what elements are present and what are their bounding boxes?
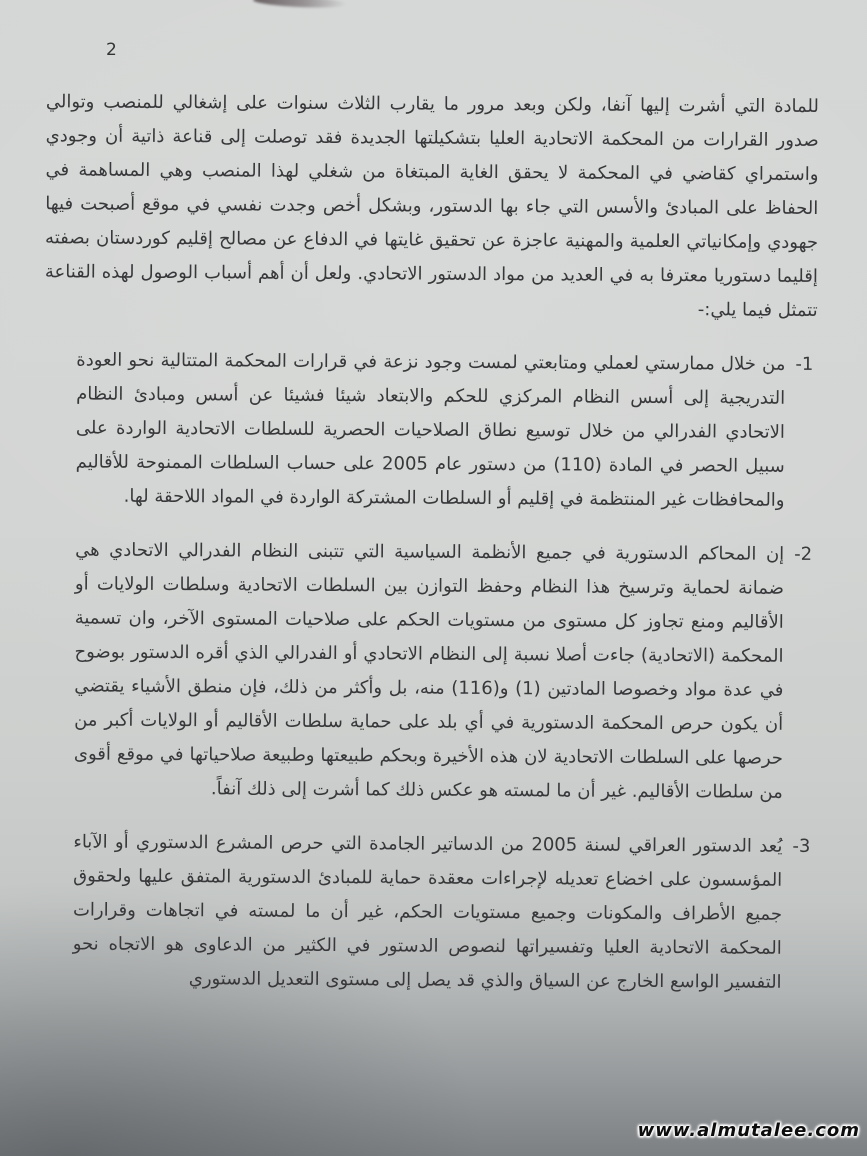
list-item — [43, 343, 813, 518]
list-item-text: من خلال ممارستي لعملي ومتابعتي لمست وجود نزعة في قرارات المحكمة المتتالية نحو العودة التدريجية إلى أسس النظام المركزي للحكم والابتعاد شيئا فشيئا عن أسس ومبادئ النظام الاتحادي الفدرالي من خلال توسيع نطاق الصلاحيات الحصرية للسلطات الاتحادية الواردة على سبيل الحصر في المادة (110) من دستور عام 2005 على حساب السلطات الممنوحة للأقاليم والمحافظات غير المنتظمة في إقليم أو السلطات المشتركة الواردة في المواد اللاحقة لها. — [75, 349, 786, 511]
list-item-text: إن المحاكم الدستورية في جميع الأنظمة السياسية التي تتبنى النظام الفدرالي الاتحادي هي ضمانة لحماية وترسيخ هذا النظام وحفظ التوازن بين السلطات الاتحادية وسلطات الولايات أو الأقاليم ومنع تجاوز كل مستوى من مستويات الحكم على صلاحيات المستوى الآخر، وان تسمية المحكمة (الاتحادية) جاءت أصلا نسبة إلى النظام الاتحادي أو الفدرالي الذي أقره الدستور بوضوح في عدة مواد وخصوصا المادتين (1) و(116) منه، بل وأكثر من ذلك، فإن منطق الأشياء يقتضي أن يكون حرص المحكمة الدستورية في أي بلد على حماية سلطات الأقاليم أو الولايات أكبر من حرصها على السلطات الاتحادية لان هذه الأخيرة وبحكم طبيعتها وطبيعة صلاحياتها في موقع أقوى من سلطات الأقاليم. غير أن ما لمسته هو عكس ذلك كما أشرت إلى ذلك آنفاً. — [73, 539, 785, 803]
intro-paragraph: للمادة التي أشرت إليها آنفا، ولكن وبعد مرور ما يقارب الثلاث سنوات على إشغالي للمنصب وتوالي صدور القرارات من المحكمة الاتحادية العليا بتشكيلتها الجديدة فقد توصلت إلى قناعة ذاتية أن وجودي واستمراي كقاضي في المحكمة لا يحقق الغاية المبتغاة من شغلي لهذا المنصب وهي المساهمة في الحفاظ على المبادئ والأسس التي جاء بها الدستور، وبشكل أخص وجدت نفسي في موقع أصبحت فيها جهودي وإمكانياتي العلمية والمهنية عاجزة عن تحقيق غايتها في الدفاع عن مصالح إقليم كوردستان بصفته إقليما دستوريا معترفا به في العديد من مواد الدستور الاتحادي. ولعل أن أهم أسباب الوصول لهذه القناعة تتمثل فيما يلي:- — [44, 91, 819, 321]
document-body — [40, 85, 819, 1020]
photo-edge-artifact — [253, 0, 347, 9]
numbered-list — [40, 343, 817, 1000]
list-item-number: 3- — [792, 835, 811, 857]
list-item — [40, 825, 810, 1000]
list-item-number: 1- — [795, 353, 814, 375]
list-item — [42, 533, 813, 810]
list-item-number: 2- — [794, 543, 813, 565]
watermark-url: www.almutalee.com — [637, 1120, 860, 1141]
list-item-text: يُعد الدستور العراقي لسنة 2005 من الدساتير الجامدة التي حرص المشرع الدستوري أو الآباء المؤسسون على اخضاع تعديله لإجراءات معقدة حماية للمبادئ الدستورية المتفق عليها ولحقوق جميع الأطراف والمكونات وجميع مستويات الحكم، غير أن ما لمسته في اتجاهات وقرارات المحكمة الاتحادية العليا وتفسيراتها لنصوص الدستور في الكثير من الدعاوى هو الاتجاه نحو التفسير الواسع الخارج عن السياق والذي قد يصل إلى مستوى التعديل الدستوري — [72, 831, 783, 993]
page-number: 2 — [106, 40, 117, 60]
